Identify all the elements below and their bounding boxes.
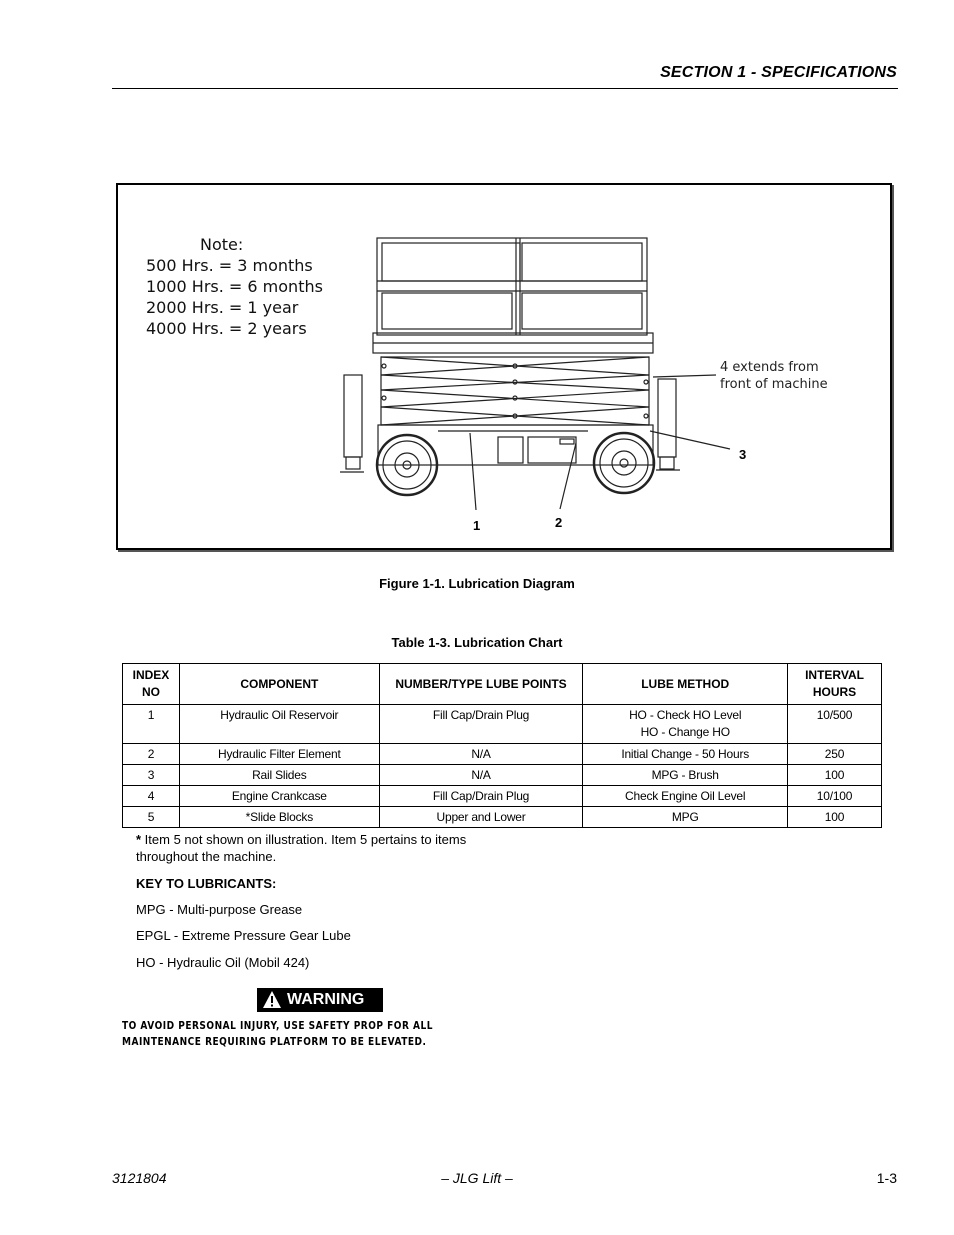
note-title: Note:: [200, 235, 244, 254]
table-row: [123, 786, 882, 807]
column-header-index: INDEX NO: [123, 664, 180, 705]
cell-interval: 10/500: [788, 705, 882, 744]
lubricants-heading: KEY TO LUBRICANTS:: [136, 876, 277, 891]
cell-interval: 100: [788, 807, 882, 828]
table-row: [123, 807, 882, 828]
cell-interval: 10/100: [788, 786, 882, 807]
cell-component: Rail Slides: [179, 765, 379, 786]
footnote-text: Item 5 not shown on illustration. Item 5 pertains to items: [141, 832, 467, 847]
column-header-interval: INTERVAL HOURS: [788, 664, 882, 705]
scissor-lift-drawing: [340, 238, 730, 510]
cell-component: Engine Crankcase: [179, 786, 379, 807]
cell-lube-points: N/A: [379, 765, 583, 786]
callout-3: 3: [739, 447, 747, 462]
table-title: Table 1-3. Lubrication Chart: [391, 635, 563, 650]
lubrication-diagram: [116, 183, 892, 550]
note-line: 500 Hrs. = 3 months: [146, 256, 313, 275]
footnote-text: throughout the machine.: [136, 849, 277, 864]
footer-publisher: – JLG Lift –: [441, 1170, 513, 1186]
lubricant-ho: HO - Hydraulic Oil (Mobil 424): [136, 955, 310, 970]
cell-lube-points: Fill Cap/Drain Plug: [379, 705, 583, 744]
callout-4-label: front of machine: [720, 377, 828, 392]
cell-lube-method: Check Engine Oil Level: [583, 786, 788, 807]
cell-lube-method: MPG: [583, 807, 788, 828]
cell-index: 2: [123, 744, 180, 765]
cell-lube-points: Upper and Lower: [379, 807, 583, 828]
column-header-lube-points: NUMBER/TYPE LUBE POINTS: [379, 664, 583, 705]
callout-2: 2: [555, 515, 563, 530]
cell-lube-method: MPG - Brush: [583, 765, 788, 786]
cell-lube-method: Initial Change - 50 Hours: [583, 744, 788, 765]
cell-lube-points: Fill Cap/Drain Plug: [379, 786, 583, 807]
table-row: [123, 705, 882, 744]
warning-text: TO AVOID PERSONAL INJURY, USE SAFETY PROP FOR ALL MAINTENANCE REQUIRING PLATFORM TO BE ELEVATED.: [122, 1019, 433, 1048]
cell-lube-method: HO - Check HO Level HO - Change HO: [583, 705, 788, 744]
warning-triangle-icon: [262, 990, 282, 1010]
note-line: 1000 Hrs. = 6 months: [146, 277, 323, 296]
warning-badge: [257, 988, 383, 1012]
lubricant-epgl: EPGL - Extreme Pressure Gear Lube: [136, 928, 351, 943]
cell-lube-points: N/A: [379, 744, 583, 765]
figure-caption: Figure 1-1. Lubrication Diagram: [379, 576, 575, 591]
callout-1: 1: [473, 518, 481, 533]
cell-interval: 100: [788, 765, 882, 786]
header-rule: [112, 88, 898, 89]
table-header-row: [123, 664, 882, 705]
section-title: SECTION 1 - SPECIFICATIONS: [660, 64, 897, 81]
column-header-lube-method: LUBE METHOD: [583, 664, 788, 705]
footnote-star: *: [136, 832, 142, 847]
cell-index: 3: [123, 765, 180, 786]
table-row: [123, 744, 882, 765]
cell-component: Hydraulic Oil Reservoir: [179, 705, 379, 744]
note-line: 2000 Hrs. = 1 year: [146, 298, 299, 317]
table-row: [123, 765, 882, 786]
cell-index: 1: [123, 705, 180, 744]
callout-4-label: 4 extends from: [720, 360, 819, 375]
note-line: 4000 Hrs. = 2 years: [146, 319, 307, 338]
footnote: [136, 831, 466, 865]
footer-page-number: 1-3: [876, 1170, 897, 1186]
warning-label: WARNING: [287, 991, 365, 1008]
lubricant-mpg: MPG - Multi-purpose Grease: [136, 902, 303, 917]
cell-component: Hydraulic Filter Element: [179, 744, 379, 765]
cell-interval: 250: [788, 744, 882, 765]
scissor-lift-illustration: [118, 185, 890, 548]
footer-doc-number: 3121804: [112, 1170, 167, 1186]
cell-index: 4: [123, 786, 180, 807]
lubrication-chart-table: [122, 663, 882, 828]
cell-component: *Slide Blocks: [179, 807, 379, 828]
cell-index: 5: [123, 807, 180, 828]
column-header-component: COMPONENT: [179, 664, 379, 705]
